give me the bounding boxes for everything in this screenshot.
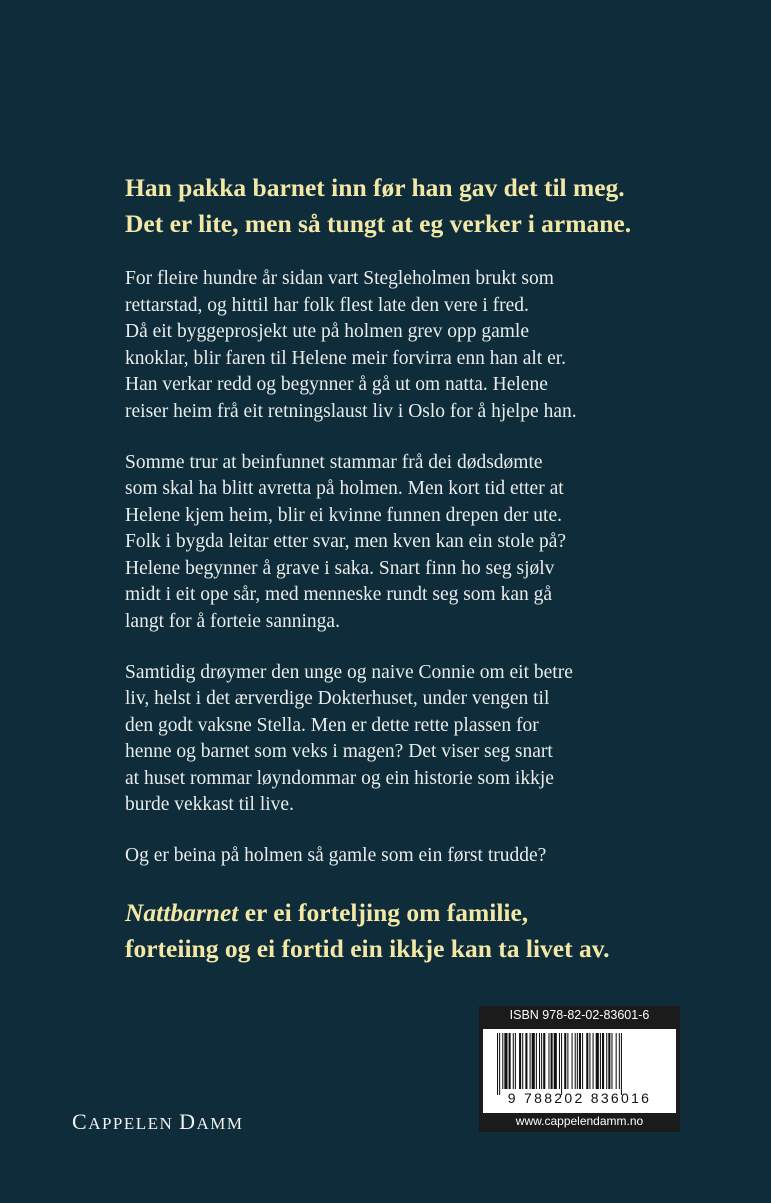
blurb-body xyxy=(125,266,685,894)
blurb-line: den godt vaksne Stella. Men er dette rette plassen for xyxy=(125,714,539,736)
barcode xyxy=(483,1029,676,1113)
blurb-line: langt for å forteie sanninga. xyxy=(125,610,340,632)
publisher-logo xyxy=(72,1109,243,1135)
barcode-bar xyxy=(502,1033,503,1089)
barcode-bar xyxy=(541,1033,542,1089)
blurb-line: Folk i bygda leitar etter svar, men kven kan ein stole på? xyxy=(125,531,567,552)
barcode-bar xyxy=(522,1033,523,1089)
tagline-line-1: Han pakka barnet inn før han gav det til meg. xyxy=(125,173,625,202)
barcode-bar xyxy=(579,1033,581,1089)
barcode-bar xyxy=(497,1033,498,1095)
barcode-bar xyxy=(513,1033,514,1089)
barcode-bar xyxy=(567,1033,568,1089)
barcode-bar xyxy=(554,1033,557,1089)
blurb-line: reiser heim frå eit retningslaust liv i Oslo for å hjelpe han. xyxy=(125,400,577,422)
blurb-line: midt i eit ope sår, med menneske rundt seg som kan gå xyxy=(125,584,553,605)
publisher-url: www.cappelendamm.no xyxy=(515,1114,644,1128)
barcode-bar xyxy=(572,1033,573,1089)
barcode-bar xyxy=(559,1033,560,1089)
closing-line-1-rest: er ei forteljing om familie, xyxy=(238,898,529,927)
blurb-line: at huset rommar løyndommar og ein historie som ikkje xyxy=(125,767,554,789)
barcode-bar xyxy=(577,1033,578,1089)
publisher-appelen: APPELEN xyxy=(88,1114,180,1133)
closing-line-1 xyxy=(125,895,725,931)
barcode-bar xyxy=(551,1033,553,1089)
barcode-bar xyxy=(543,1033,545,1089)
tagline-quote xyxy=(125,170,725,242)
barcode-bar xyxy=(611,1033,612,1089)
blurb-line: liv, helst i det ærverdige Dokterhuset, under vengen til xyxy=(125,688,550,709)
blurb-line: Helene kjem heim, blir ei kvinne funnen drepen der ute. xyxy=(125,504,562,526)
barcode-bar xyxy=(575,1033,576,1089)
blurb-paragraph-3 xyxy=(125,660,685,819)
blurb-paragraph-4 xyxy=(125,843,685,870)
barcode-bar xyxy=(561,1033,562,1095)
blurb-line: henne og barnet som veks i magen? Det viser seg snart xyxy=(125,741,553,762)
barcode-bar xyxy=(499,1033,500,1095)
barcode-bar xyxy=(548,1033,549,1089)
book-title: Nattbarnet xyxy=(125,898,239,927)
tagline-line-2: Det er lite, men så tungt at eg verker i armane. xyxy=(125,209,632,238)
barcode-bar xyxy=(525,1033,527,1089)
blurb-line: For fleire hundre år sidan vart Stegleholmen brukt som xyxy=(125,268,554,289)
isbn-label: ISBN 978-82-02-83601-6 xyxy=(509,1008,650,1022)
barcode-bar xyxy=(602,1033,604,1089)
barcode-bar xyxy=(608,1033,610,1089)
blurb-line: Og er beina på holmen så gamle som ein først trudde? xyxy=(125,845,547,866)
barcode-bar xyxy=(539,1033,540,1089)
barcode-bar xyxy=(619,1033,620,1089)
barcode-bar xyxy=(593,1033,594,1089)
barcode-bar xyxy=(596,1033,599,1089)
blurb-line: Helene begynner å grave i saka. Snart finn ho seg sjølv xyxy=(125,557,555,579)
closing-line-2: forteiing og ei fortid ein ikkje kan ta livet av. xyxy=(125,934,610,963)
barcode-digits: 9 788202 836016 xyxy=(507,1090,652,1106)
closing-statement xyxy=(125,895,725,967)
blurb-line: knoklar, blir faren til Helene meir forvirra enn han alt er. xyxy=(125,347,567,369)
barcode-bar xyxy=(600,1033,601,1089)
barcode-panel xyxy=(479,1006,680,1132)
blurb-line: burde vekkast til live. xyxy=(125,794,294,815)
blurb-line: rettarstad, og hittil har folk flest late den vere i fred. xyxy=(125,294,529,316)
barcode-bar xyxy=(536,1033,537,1089)
barcode-bar xyxy=(519,1033,521,1089)
publisher-initial-c: C xyxy=(72,1109,89,1134)
barcode-bar xyxy=(606,1033,607,1089)
blurb-line: Somme trur at beinfunnet stammar frå dei dødsdømte xyxy=(125,451,543,473)
blurb-paragraph-2 xyxy=(125,450,685,636)
barcode-bar xyxy=(582,1033,583,1089)
publisher-initial-d: D xyxy=(179,1109,197,1134)
barcode-bar xyxy=(616,1033,617,1089)
barcode-bar xyxy=(509,1033,511,1089)
barcode-bar xyxy=(589,1033,590,1089)
blurb-line: Samtidig drøymer den unge og naive Connie om eit betre xyxy=(125,661,573,683)
blurb-line: Då eit byggeprosjekt ute på holmen grev opp gamle xyxy=(125,321,529,342)
barcode-bar xyxy=(621,1033,622,1095)
barcode-bar xyxy=(532,1033,535,1089)
barcode-bar xyxy=(586,1033,588,1089)
blurb-paragraph-1 xyxy=(125,266,685,425)
barcode-bar xyxy=(530,1033,531,1089)
blurb-line: Han verkar redd og begynner å gå ut om natta. Helene xyxy=(125,374,548,395)
barcode-bar xyxy=(504,1033,507,1089)
barcode-bar xyxy=(515,1033,516,1089)
blurb-line: som skal ha blitt avretta på holmen. Men kort tid etter at xyxy=(125,478,564,499)
barcode-bar xyxy=(564,1033,566,1089)
publisher-amm: AMM xyxy=(196,1114,244,1133)
